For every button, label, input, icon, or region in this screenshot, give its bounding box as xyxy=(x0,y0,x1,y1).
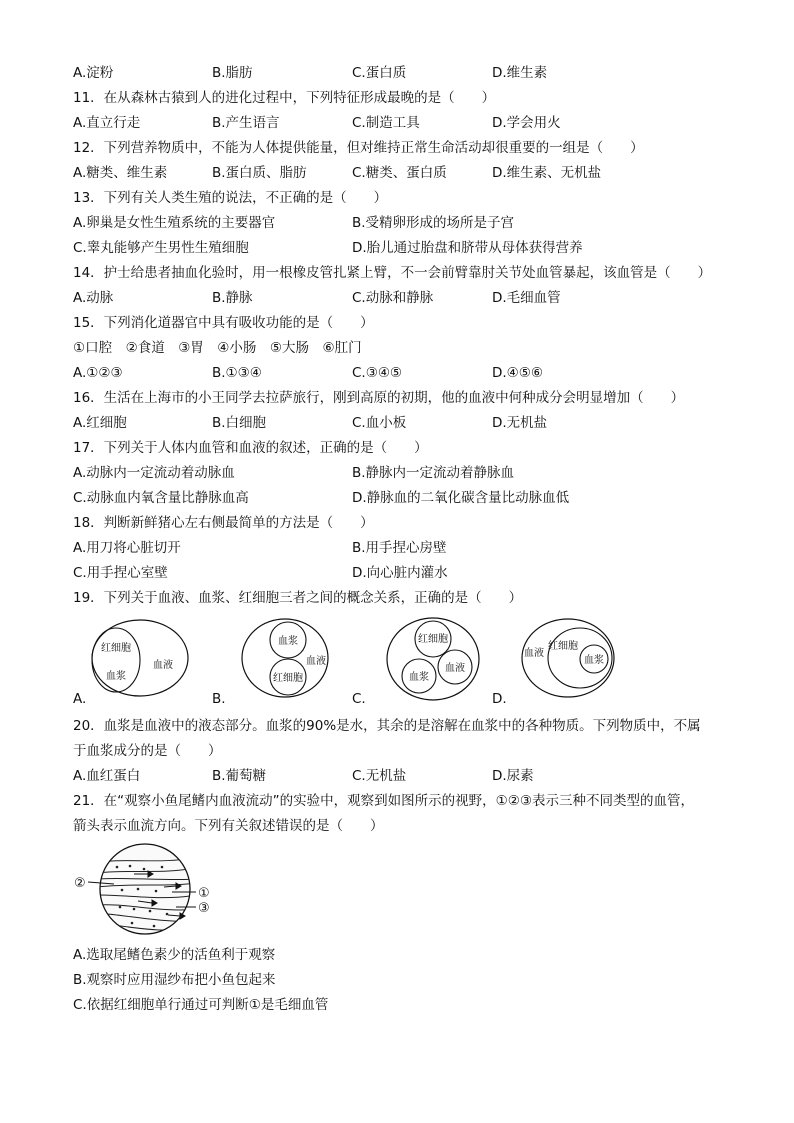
q16-option-a: A.红细胞 xyxy=(73,415,127,431)
q20-option-b: B.葡萄糖 xyxy=(212,768,267,784)
q19-diagram-b xyxy=(240,618,340,700)
q20-option-c: C.无机盐 xyxy=(352,768,407,784)
q18-option-b: B.用手捏心房壁 xyxy=(352,540,447,556)
q13-option-d: D.胎儿通过胎盘和脐带从母体获得营养 xyxy=(352,240,583,256)
q16-option-c: C.血小板 xyxy=(352,415,407,431)
q19-option-d-letter: D. xyxy=(492,691,507,707)
q11-option-b: B.产生语言 xyxy=(212,115,280,131)
label-1: ① xyxy=(198,886,210,901)
diagram-d-label-middle: 红细胞 xyxy=(548,641,578,652)
q13-option-b: B.受精卵形成的场所是子宫 xyxy=(352,215,515,231)
diagram-c-label-3: 血液 xyxy=(445,663,465,674)
q14-option-b: B.静脉 xyxy=(212,290,253,306)
q10-option-d: D.维生素 xyxy=(492,65,548,81)
diagram-d-label-outer-1: 血液 xyxy=(524,648,544,659)
diagram-a-label-1: 红细胞 xyxy=(101,643,131,654)
diagram-b-label-3: 血液 xyxy=(306,656,326,667)
q17-option-b: B.静脉内一定流动着静脉血 xyxy=(352,465,515,481)
q18-stem: 18．判断新鲜猪心左右侧最简单的方法是（ ） xyxy=(73,515,374,531)
q16-stem: 16．生活在上海市的小王同学去拉萨旅行，刚到高原的初期，他的血液中何种成分会明显增加（ ） xyxy=(73,390,685,406)
q13-stem: 13．下列有关人类生殖的说法，不正确的是（ ） xyxy=(73,190,388,206)
q21-option-c: C.依据红细胞单行通过可判断①是毛细血管 xyxy=(73,997,329,1013)
q21-microscope-field xyxy=(72,843,222,935)
q15-stem: 15．下列消化道器官中具有吸收功能的是（ ） xyxy=(73,315,374,331)
q17-option-d: D.静脉血的二氧化碳含量比动脉血低 xyxy=(352,490,570,506)
q11-stem: 11．在从森林古猿到人的进化过程中，下列特征形成最晚的是（ ） xyxy=(73,90,496,106)
q11-option-c: C.制造工具 xyxy=(352,115,420,131)
q14-option-c: C.动脉和静脉 xyxy=(352,290,434,306)
q17-option-a: A.动脉内一定流动着动脉血 xyxy=(73,465,235,481)
q10-option-c: C.蛋白质 xyxy=(352,65,407,81)
q21-stem-line1: 21．在“观察小鱼尾鳍内血液流动”的实验中，观察到如图所示的视野，①②③表示三种不同类型的血管， xyxy=(73,793,694,809)
q11-option-a: A.直立行走 xyxy=(73,115,141,131)
q10-option-b: B.脂肪 xyxy=(212,65,253,81)
diagram-b-label-2: 红细胞 xyxy=(273,673,303,684)
diagram-c-label-2: 血浆 xyxy=(409,672,429,683)
q17-option-c: C.动脉血内氧含量比静脉血高 xyxy=(73,490,249,506)
q12-option-a: A.糖类、维生素 xyxy=(73,165,168,181)
q12-option-d: D.维生素、无机盐 xyxy=(492,165,602,181)
q19-option-c-letter: C. xyxy=(352,691,366,707)
q15-option-b: B.①③④ xyxy=(212,365,262,381)
q19-stem: 19．下列关于血液、血浆、红细胞三者之间的概念关系，正确的是（ ） xyxy=(73,590,523,606)
q20-option-d: D.尿素 xyxy=(492,768,534,784)
q18-option-d: D.向心脏内灌水 xyxy=(352,565,448,581)
diagram-d-label-inner: 血浆 xyxy=(584,655,604,666)
q11-option-d: D.学会用火 xyxy=(492,115,561,131)
outer-ellipse xyxy=(387,618,479,700)
q15-items: ①口腔 ②食道 ③胃 ④小肠 ⑤大肠 ⑥肛门 xyxy=(73,340,362,356)
q13-option-c: C.睾丸能够产生男性生殖细胞 xyxy=(73,240,249,256)
q19-diagram-d xyxy=(520,618,620,700)
q15-option-c: C.③④⑤ xyxy=(352,365,403,381)
q21-option-a: A.选取尾鳍色素少的活鱼利于观察 xyxy=(73,947,276,963)
q20-option-a: A.血红蛋白 xyxy=(73,768,141,784)
q19-option-b-letter: B. xyxy=(212,691,226,707)
q14-option-a: A.动脉 xyxy=(73,290,114,306)
q20-stem-line1: 20．血浆是血液中的液态部分。血浆的90%是水，其余的是溶解在血浆中的各种物质。下列物质中，不属 xyxy=(73,718,701,734)
label-3: ③ xyxy=(198,901,210,916)
q12-option-b: B.蛋白质、脂肪 xyxy=(212,165,307,181)
label-2: ② xyxy=(74,876,86,891)
inner-ellipse xyxy=(92,628,140,692)
diagram-a-label-2: 血浆 xyxy=(106,671,126,682)
q18-option-c: C.用手捏心室壁 xyxy=(73,565,168,581)
q21-stem-line2: 箭头表示血流方向。下列有关叙述错误的是（ ） xyxy=(73,818,384,834)
q17-stem: 17．下列关于人体内血管和血液的叙述，正确的是（ ） xyxy=(73,440,428,456)
q14-stem: 14．护士给患者抽血化验时，用一根橡皮管扎紧上臂，不一会前臂靠肘关节处血管暴起，该血管是（ ） xyxy=(73,265,712,281)
q19-diagram-a xyxy=(90,618,190,698)
q15-option-d: D.④⑤⑥ xyxy=(492,365,543,381)
q13-option-a: A.卵巢是女性生殖系统的主要器官 xyxy=(73,215,276,231)
diagram-c-label-1: 红细胞 xyxy=(418,634,448,645)
diagram-a-label-3: 血液 xyxy=(153,660,173,671)
q16-option-b: B.白细胞 xyxy=(212,415,267,431)
q18-option-a: A.用刀将心脏切开 xyxy=(73,540,181,556)
q15-option-a: A.①②③ xyxy=(73,365,123,381)
diagram-b-label-1: 血浆 xyxy=(278,636,298,647)
q10-option-a: A.淀粉 xyxy=(73,65,114,81)
q21-option-b: B.观察时应用湿纱布把小鱼包起来 xyxy=(73,972,276,988)
q20-stem-line2: 于血浆成分的是（ ） xyxy=(73,743,222,759)
q12-stem: 12．下列营养物质中，不能为人体提供能量，但对维持正常生命活动却很重要的一组是（ ） xyxy=(73,140,644,156)
q19-option-a-letter: A. xyxy=(73,691,87,707)
q16-option-d: D.无机盐 xyxy=(492,415,548,431)
q12-option-c: C.糖类、蛋白质 xyxy=(352,165,447,181)
q14-option-d: D.毛细血管 xyxy=(492,290,561,306)
q19-diagram-c xyxy=(385,617,485,701)
